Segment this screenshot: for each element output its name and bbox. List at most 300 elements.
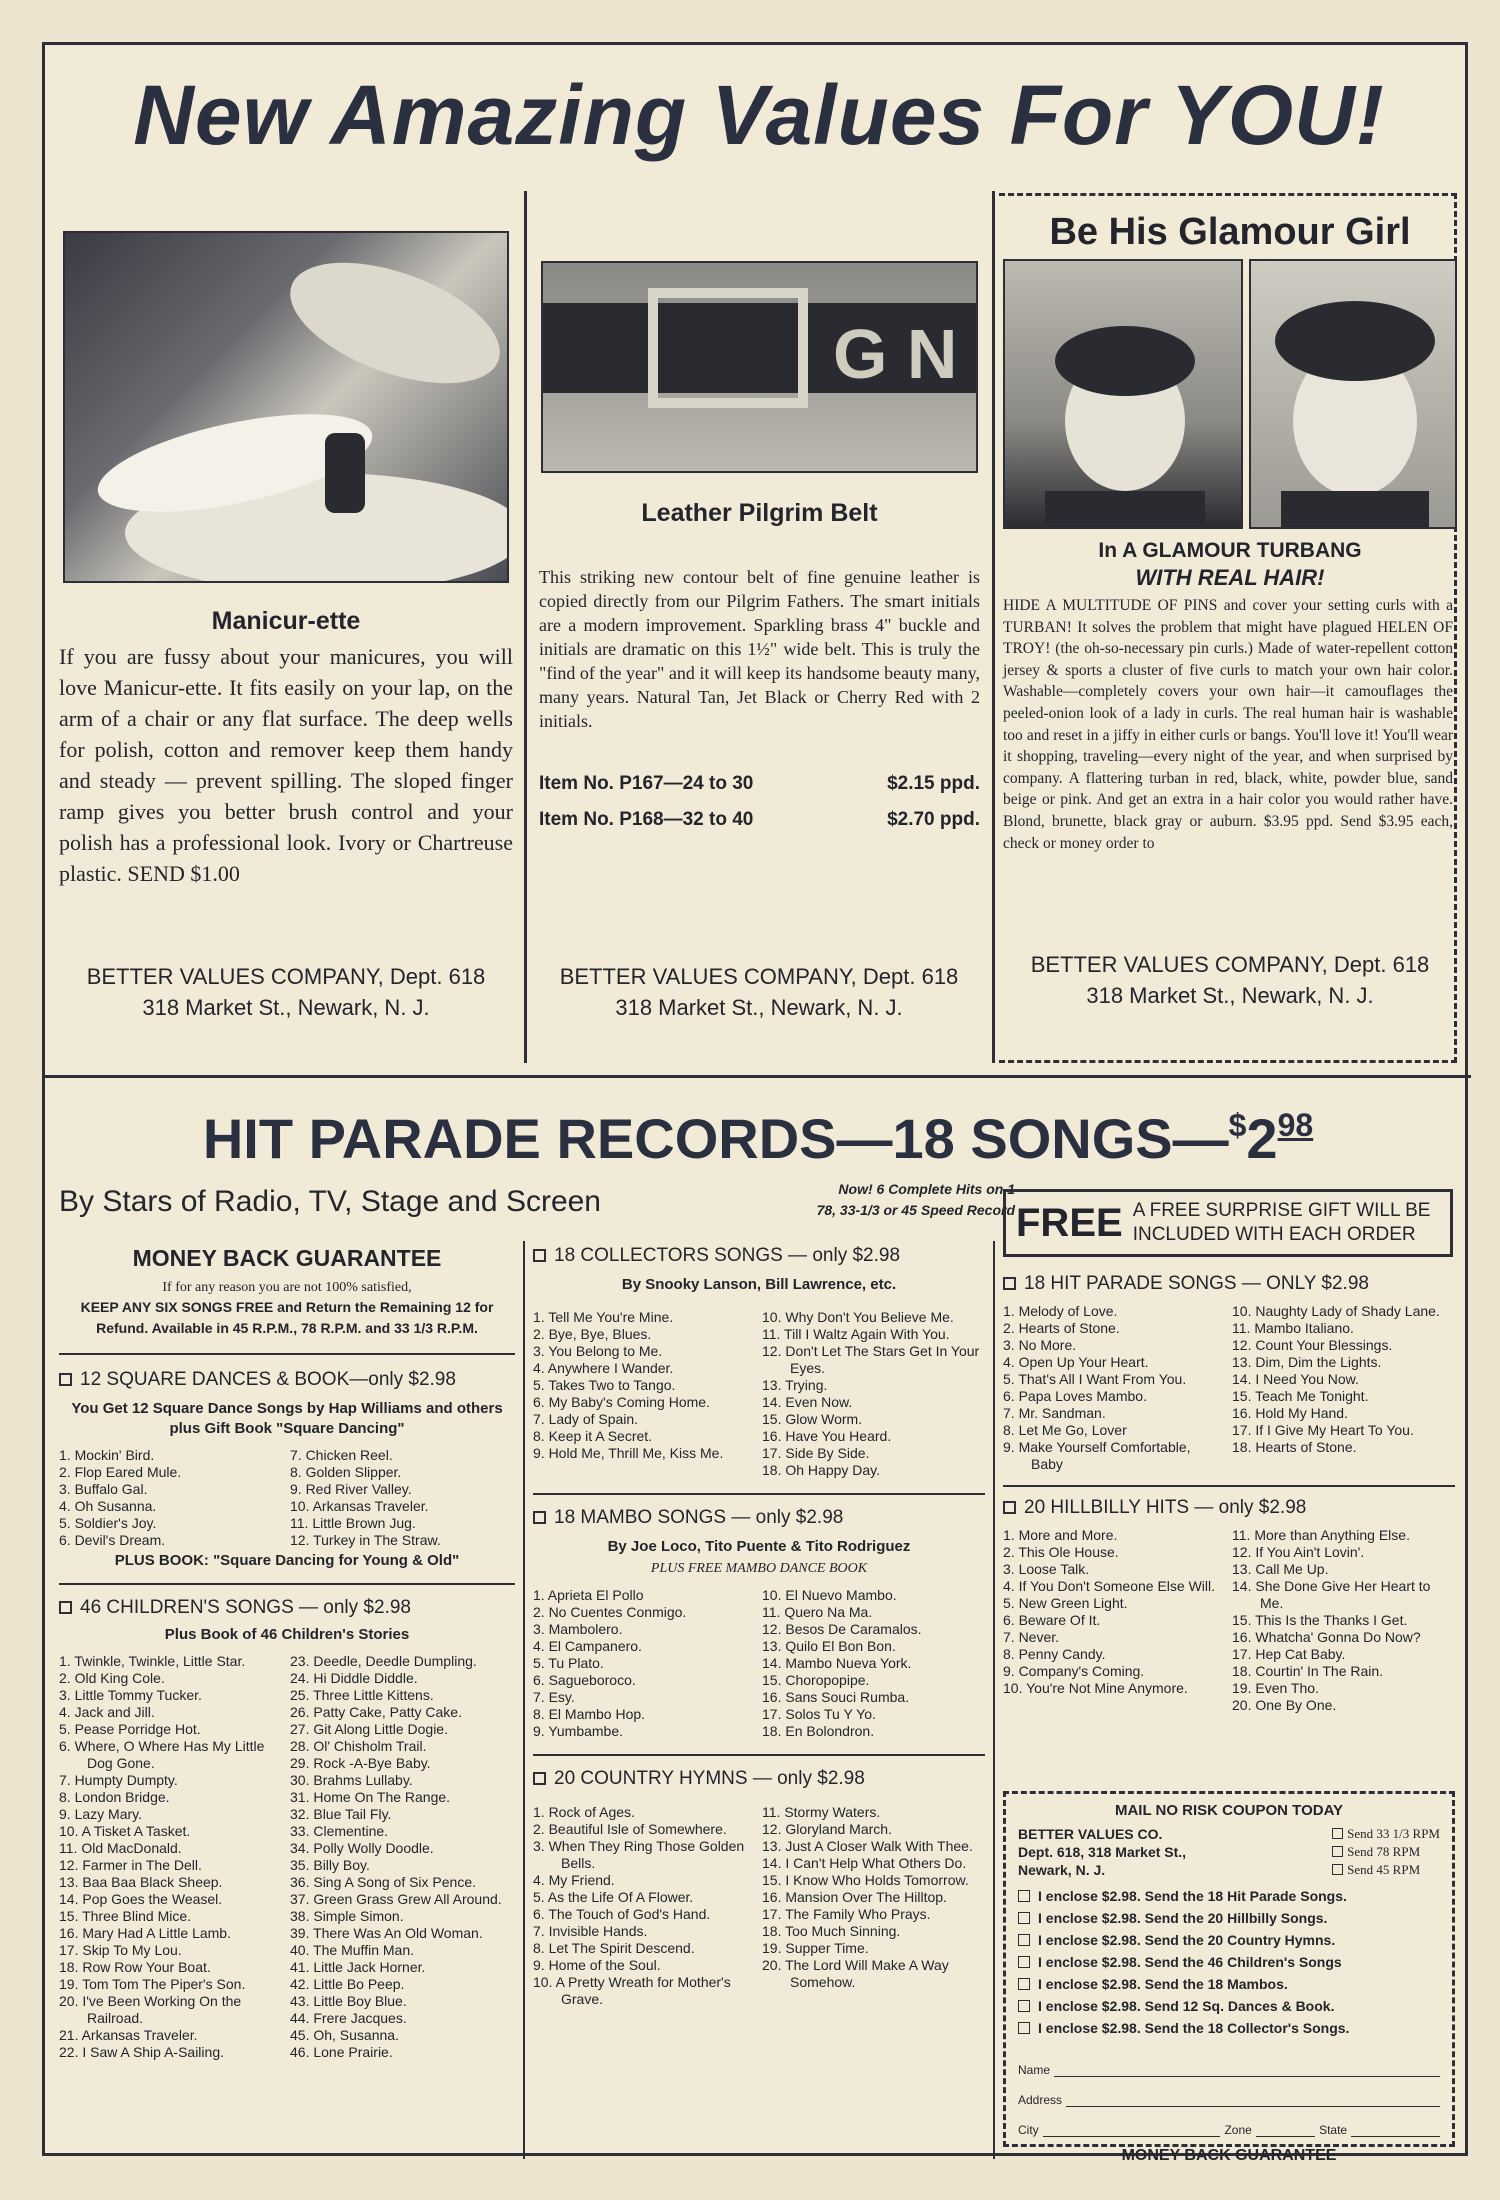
coupon-order-option[interactable] (1018, 2017, 1440, 2039)
song-item: 13. Baa Baa Black Sheep. (59, 1874, 223, 1890)
song-item: 43. Little Boy Blue. (290, 1993, 407, 2009)
song-item: 4. Oh Susanna. (59, 1498, 157, 1514)
song-item: 6. Sagueboroco. (533, 1672, 636, 1688)
checkbox[interactable] (1018, 1978, 1030, 1990)
divider-vertical (524, 191, 527, 1063)
song-item: 45. Oh, Susanna. (290, 2027, 399, 2043)
song-item: 19. Tom Tom The Piper's Son. (59, 1976, 246, 1992)
song-item: 14. Pop Goes the Weasel. (59, 1891, 223, 1907)
free-text-line: A FREE SURPRISE GIFT WILL BE (1132, 1200, 1431, 1221)
state-label: State (1319, 2123, 1348, 2137)
coupon-address-line: BETTER VALUES CO. (1018, 1826, 1163, 1842)
coupon-option-label: I enclose $2.98. Send the 18 Hit Parade Songs. (1038, 1888, 1347, 1904)
divider-vertical (993, 1241, 995, 2159)
song-item: 32. Blue Tail Fly. (290, 1806, 392, 1822)
glamour-subtitle: In A GLAMOUR TURBANG (1098, 539, 1362, 562)
song-item: 2. No Cuentes Conmigo. (533, 1604, 687, 1620)
song-item: 11. Old MacDonald. (59, 1840, 182, 1856)
song-item: 13. Quilo El Bon Bon. (762, 1638, 896, 1654)
item-price: $2.70 ppd. (887, 809, 980, 830)
square-dance-plus: PLUS BOOK: "Square Dancing for Young & Old" (114, 1552, 460, 1569)
song-item: 16. Whatcha' Gonna Do Now? (1232, 1629, 1421, 1645)
song-column (533, 1804, 756, 2008)
speed-label: Send 33 1/3 RPM (1347, 1826, 1440, 1841)
turban-photo-left (1003, 259, 1243, 529)
song-item: 20. The Lord Will Make A Way Somehow. (762, 1957, 949, 1990)
song-item: 11. Mambo Italiano. (1232, 1320, 1354, 1336)
mambo-sub: By Joe Loco, Tito Puente & Tito Rodriguez (607, 1538, 911, 1555)
song-item: 29. Rock -A-Bye Baby. (290, 1755, 431, 1771)
song-item: 8. Let Me Go, Lover (1003, 1422, 1127, 1438)
woman-illustration (1251, 261, 1457, 529)
song-column (762, 1309, 985, 1479)
song-item: 3. Mambolero. (533, 1621, 623, 1637)
song-item: 12. Besos De Caramalos. (762, 1621, 922, 1637)
mambo-list (533, 1587, 985, 1740)
song-item: 11. Till I Waltz Again With You. (762, 1326, 950, 1342)
song-item: 13. Call Me Up. (1232, 1561, 1329, 1577)
collectors-sub: By Snooky Lanson, Bill Lawrence, etc. (621, 1276, 897, 1293)
song-item: 14. Mambo Nueva York. (762, 1655, 912, 1671)
song-item: 37. Green Grass Grew All Around. (290, 1891, 502, 1907)
glamour-address: 318 Market St., Newark, N. J. (1086, 983, 1374, 1008)
belt-item-list (539, 773, 980, 845)
song-item: 1. More and More. (1003, 1527, 1118, 1543)
song-item: 42. Little Bo Peep. (290, 1976, 405, 1992)
turban-photo-right (1249, 259, 1457, 529)
song-item: 11. Quero Na Ma. (762, 1604, 873, 1620)
song-column (762, 1587, 985, 1740)
song-item: 46. Lone Prairie. (290, 2044, 393, 2060)
checkbox[interactable] (1018, 1890, 1030, 1902)
glamour-title: Be His Glamour Girl (1049, 211, 1411, 253)
song-item: 12. Turkey in The Straw. (290, 1532, 441, 1548)
item-label: Item No. P168—32 to 40 (539, 809, 754, 830)
checkbox (533, 1511, 546, 1524)
song-item: 13. Just A Closer Walk With Thee. (762, 1838, 973, 1854)
item-label: Item No. P167—24 to 30 (539, 773, 754, 794)
song-item: 17. Hep Cat Baby. (1232, 1646, 1346, 1662)
song-item: 26. Patty Cake, Patty Cake. (290, 1704, 462, 1720)
song-item: 17. Side By Side. (762, 1445, 870, 1461)
song-item: 6. Beware Of It. (1003, 1612, 1101, 1628)
belt-address: 318 Market St., Newark, N. J. (615, 995, 903, 1020)
coupon-speed-options (1332, 1825, 1440, 1879)
coupon-option-label: I enclose $2.98. Send the 20 Country Hymns. (1038, 1932, 1336, 1948)
checkbox[interactable] (1018, 2000, 1030, 2012)
song-item: 2. Beautiful Isle of Somewhere. (533, 1821, 727, 1837)
song-column (533, 1309, 756, 1479)
song-item: 39. There Was An Old Woman. (290, 1925, 483, 1941)
coupon-order-option[interactable] (1018, 1951, 1440, 1973)
guarantee-text: KEEP ANY SIX SONGS FREE and Return the Remaining 12 for Refund. Available in 45 R.P.M., 78 R.P.M. and 33 1/3 R.P.M. (80, 1299, 494, 1336)
song-item: 9. Company's Coming. (1003, 1663, 1145, 1679)
song-item: 15. Glow Worm. (762, 1411, 863, 1427)
song-item: 1. Twinkle, Twinkle, Little Star. (59, 1653, 246, 1669)
section-title: 20 HILLBILLY HITS — only $2.98 (1024, 1497, 1307, 1518)
song-column (1232, 1303, 1455, 1473)
checkbox[interactable] (1018, 2022, 1030, 2034)
song-item: 9. Lazy Mary. (59, 1806, 142, 1822)
song-item: 16. Sans Souci Rumba. (762, 1689, 910, 1705)
song-item: 5. That's All I Want From You. (1003, 1371, 1187, 1387)
mambo-plus: PLUS FREE MAMBO DANCE BOOK (650, 1561, 868, 1576)
price-cents: 98 (1277, 1107, 1314, 1143)
checkbox[interactable] (1018, 1956, 1030, 1968)
song-item: 12. If You Ain't Lovin'. (1232, 1544, 1365, 1560)
song-item: 16. Mansion Over The Hilltop. (762, 1889, 947, 1905)
square-dance-head (59, 1369, 515, 1391)
song-item: 2. Bye, Bye, Blues. (533, 1326, 652, 1342)
song-item: 10. A Pretty Wreath for Mother's Grave. (533, 1974, 731, 2007)
section-title: 18 HIT PARADE SONGS — ONLY $2.98 (1024, 1273, 1369, 1294)
song-item: 2. Flop Eared Mule. (59, 1464, 182, 1480)
song-item: 4. Open Up Your Heart. (1003, 1354, 1149, 1370)
song-item: 1. Melody of Love. (1003, 1303, 1118, 1319)
belt-photo (541, 261, 978, 473)
records-now-note (745, 1179, 1015, 1221)
song-item: 8. Penny Candy. (1003, 1646, 1106, 1662)
svg-text:G N: G N (833, 315, 958, 393)
song-column (1003, 1527, 1226, 1714)
song-item: 3. Little Tommy Tucker. (59, 1687, 202, 1703)
song-column (59, 1653, 284, 2061)
speed-label: Send 78 RPM (1347, 1844, 1421, 1859)
belt-company: BETTER VALUES COMPANY, Dept. 618 (559, 964, 959, 989)
section-title: 46 CHILDREN'S SONGS — only $2.98 (80, 1597, 411, 1618)
hymns-list (533, 1804, 985, 2008)
song-item: 17. Skip To My Lou. (59, 1942, 182, 1958)
song-item: 8. London Bridge. (59, 1789, 170, 1805)
price-int: 2 (1246, 1107, 1278, 1170)
square-dance-sub: You Get 12 Square Dance Songs by Hap Williams and others plus Gift Book "Square Dancing" (71, 1400, 503, 1437)
song-item: 15. This Is the Thanks I Get. (1232, 1612, 1408, 1628)
manicurette-company: BETTER VALUES COMPANY, Dept. 618 (86, 964, 486, 989)
song-item: 18. Too Much Sinning. (762, 1923, 901, 1939)
song-item: 31. Home On The Range. (290, 1789, 451, 1805)
song-item: 10. Why Don't You Believe Me. (762, 1309, 954, 1325)
records-middle-column (533, 1245, 985, 2008)
song-column (59, 1447, 284, 1549)
song-item: 1. Rock of Ages. (533, 1804, 635, 1820)
checkbox (59, 1373, 72, 1386)
checkbox[interactable] (1332, 1828, 1343, 1839)
guarantee-text: If for any reason you are not 100% satisfied, (162, 1280, 412, 1295)
song-item: 5. As the Life Of A Flower. (533, 1889, 694, 1905)
song-item: 13. Trying. (762, 1377, 828, 1393)
belt-item-row (539, 809, 980, 831)
section-title: 18 COLLECTORS SONGS — only $2.98 (554, 1245, 901, 1266)
divider-vertical (523, 1241, 525, 2159)
hillbilly-list (1003, 1527, 1455, 1714)
song-item: 5. New Green Light. (1003, 1595, 1128, 1611)
song-item: 6. Papa Loves Mambo. (1003, 1388, 1147, 1404)
song-item: 30. Brahms Lullaby. (290, 1772, 413, 1788)
coupon-address (1018, 1825, 1186, 1879)
woman-illustration (1005, 261, 1243, 529)
coupon-option-label: I enclose $2.98. Send 12 Sq. Dances & Book. (1038, 1998, 1335, 2014)
children-list (59, 1653, 515, 2061)
free-text (1133, 1199, 1431, 1247)
checkbox (59, 1601, 72, 1614)
song-item: 6. Devil's Dream. (59, 1532, 166, 1548)
coupon-order-option[interactable] (1018, 1885, 1440, 1907)
checkbox[interactable] (1018, 1934, 1030, 1946)
song-item: 7. Lady of Spain. (533, 1411, 639, 1427)
city-label: City (1018, 2123, 1039, 2137)
song-item: 22. I Saw A Ship A-Sailing. (59, 2044, 224, 2060)
song-item: 12. Farmer in The Dell. (59, 1857, 202, 1873)
song-item: 15. Three Blind Mice. (59, 1908, 192, 1924)
song-item: 17. The Family Who Prays. (762, 1906, 931, 1922)
hitparade-list (1003, 1303, 1455, 1473)
song-item: 9. Home of the Soul. (533, 1957, 661, 1973)
coupon-footer: MONEY BACK GUARANTEE (1121, 2147, 1337, 2164)
song-item: 17. Solos Tu Y Yo. (762, 1706, 876, 1722)
song-item: 3. No More. (1003, 1337, 1077, 1353)
collectors-list (533, 1309, 985, 1479)
now-line: Now! 6 Complete Hits on 1 (838, 1181, 1015, 1197)
belt-item-row (539, 773, 980, 795)
glamour-body: HIDE A MULTITUDE OF PINS and cover your setting curls with a TURBAN! It solves the problem that might have plagued HELEN OF TROY! (the oh-so-necessary pin curls.) Made of water-repellent cotton jersey & sports a cluster of five curls to match your own hair color. Washable—completely covers your own hair—it camouflages the peeled-onion look of a lady in curls. The real human hair is washable too and reset in a jiffy in either curls or bangs. You'll love it! You'll wear it shopping, traveling—every night of the year, and when surprised by company. A flattering turban in red, black, white, powder blue, sand beige or pink. And get an extra in a hair color you would rather have. Blond, brunette, black gray or auburn. $3.95 ppd. Send $3.95 each, check or money order to (1003, 597, 1453, 852)
song-item: 12. Count Your Blessings. (1232, 1337, 1393, 1353)
song-item: 7. Invisible Hands. (533, 1923, 648, 1939)
ad-page (42, 42, 1468, 2164)
song-item: 25. Three Little Kittens. (290, 1687, 434, 1703)
song-item: 33. Clementine. (290, 1823, 389, 1839)
coupon-order-lines (1018, 1885, 1440, 2039)
checkbox (1003, 1501, 1016, 1514)
song-item: 21. Arkansas Traveler. (59, 2027, 198, 2043)
song-item: 14. I Can't Help What Others Do. (762, 1855, 967, 1871)
song-item: 28. Ol' Chisholm Trail. (290, 1738, 427, 1754)
song-item: 10. Naughty Lady of Shady Lane. (1232, 1303, 1440, 1319)
song-column (1003, 1303, 1226, 1473)
song-item: 8. Let The Spirit Descend. (533, 1940, 695, 1956)
song-item: 4. If You Don't Someone Else Will. (1003, 1578, 1216, 1594)
song-item: 24. Hi Diddle Diddle. (290, 1670, 418, 1686)
song-item: 36. Sing A Song of Six Pence. (290, 1874, 477, 1890)
manicurette-address: 318 Market St., Newark, N. J. (142, 995, 430, 1020)
song-item: 4. Jack and Jill. (59, 1704, 155, 1720)
song-item: 10. You're Not Mine Anymore. (1003, 1680, 1188, 1696)
price-dollar: $ (1228, 1107, 1247, 1143)
song-item: 3. You Belong to Me. (533, 1343, 663, 1359)
records-headline (45, 1087, 1471, 1177)
coupon-title: MAIL NO RISK COUPON TODAY (1114, 1802, 1344, 1819)
glamour-subtitle-2: WITH REAL HAIR! (1135, 565, 1325, 590)
coupon-option-label: I enclose $2.98. Send the 46 Children's Songs (1038, 1954, 1342, 1970)
checkbox[interactable] (1018, 1912, 1030, 1924)
song-item: 8. El Mambo Hop. (533, 1706, 646, 1722)
song-item: 20. One By One. (1232, 1697, 1337, 1713)
address-label: Address (1018, 2093, 1063, 2107)
song-column (533, 1587, 756, 1740)
records-right-column (1003, 1273, 1455, 1714)
address-field[interactable] (1018, 2077, 1440, 2107)
checkbox (533, 1772, 546, 1785)
song-item: 8. Golden Slipper. (290, 1464, 402, 1480)
hymns-head (533, 1768, 985, 1790)
records-title: HIT PARADE RECORDS—18 SONGS— (202, 1107, 1229, 1170)
square-dance-list (59, 1447, 515, 1549)
song-item: 3. Buffalo Gal. (59, 1481, 148, 1497)
free-gift-box (1003, 1189, 1453, 1257)
manicurette-photo (63, 231, 509, 583)
song-item: 11. More than Anything Else. (1232, 1527, 1410, 1543)
coupon-order-option[interactable] (1018, 1973, 1440, 1995)
records-stars: By Stars of Radio, TV, Stage and Screen (59, 1185, 601, 1218)
song-item: 4. El Campanero. (533, 1638, 642, 1654)
song-item: 1. Mockin' Bird. (59, 1447, 155, 1463)
song-item: 6. Where, O Where Has My Little Dog Gone. (59, 1738, 265, 1771)
song-item: 15. Teach Me Tonight. (1232, 1388, 1369, 1404)
song-item: 5. Soldier's Joy. (59, 1515, 157, 1531)
song-item: 11. Stormy Waters. (762, 1804, 881, 1820)
belt-body: This striking new contour belt of fine genuine leather is copied directly from our Pilgrim Fathers. The smart initials are a modern improvement. Sparkling brass 4" buckle and initials are dramatic on this 1½" wide belt. This is truly the "find of the year" and it will keep its handsome beauty many, many years. Natural Tan, Jet Black or Cherry Red with 2 initials. (539, 567, 980, 731)
coupon-option-label: I enclose $2.98. Send the 18 Collector's Songs. (1038, 2020, 1350, 2036)
song-item: 3. Loose Talk. (1003, 1561, 1090, 1577)
song-item: 2. Hearts of Stone. (1003, 1320, 1120, 1336)
coupon-address-line: Newark, N. J. (1018, 1862, 1106, 1878)
song-item: 23. Deedle, Deedle Dumpling. (290, 1653, 477, 1669)
song-item: 34. Polly Wolly Doodle. (290, 1840, 434, 1856)
coupon-header (1018, 1825, 1440, 1879)
song-item: 35. Billy Boy. (290, 1857, 370, 1873)
coupon-address-line: Dept. 618, 318 Market St., (1018, 1844, 1187, 1860)
speed-option[interactable] (1332, 1843, 1440, 1861)
divider-horizontal (45, 1075, 1471, 1078)
song-item: 13. Dim, Dim the Lights. (1232, 1354, 1382, 1370)
song-item: 19. Supper Time. (762, 1940, 869, 1956)
song-item: 1. Tell Me You're Mine. (533, 1309, 674, 1325)
speed-option[interactable] (1332, 1861, 1440, 1879)
children-sub: Plus Book of 46 Children's Stories (164, 1626, 410, 1643)
divider-vertical (992, 191, 995, 1063)
song-column (290, 1447, 515, 1549)
song-item: 12. Gloryland March. (762, 1821, 892, 1837)
song-item: 7. Never. (1003, 1629, 1060, 1645)
section-title: 12 SQUARE DANCES & BOOK—only $2.98 (80, 1369, 456, 1390)
song-item: 15. Choropopipe. (762, 1672, 870, 1688)
song-item: 14. I Need You Now. (1232, 1371, 1359, 1387)
song-item: 16. Mary Had A Little Lamb. (59, 1925, 231, 1941)
song-item: 9. Red River Valley. (290, 1481, 412, 1497)
song-item: 4. Anywhere I Wander. (533, 1360, 674, 1376)
song-item: 2. Old King Cole. (59, 1670, 165, 1686)
city-zone-state-field[interactable] (1018, 2107, 1440, 2137)
glamour-company: BETTER VALUES COMPANY, Dept. 618 (1030, 952, 1430, 977)
song-item: 18. En Bolondron. (762, 1723, 875, 1739)
song-item: 7. Mr. Sandman. (1003, 1405, 1106, 1421)
song-item: 9. Make Yourself Comfortable, Baby (1003, 1439, 1191, 1472)
checkbox (533, 1249, 546, 1262)
records-left-column (59, 1245, 515, 2061)
song-item: 44. Frere Jacques. (290, 2010, 407, 2026)
song-item: 1. Aprieta El Pollo (533, 1587, 644, 1603)
song-item: 9. Hold Me, Thrill Me, Kiss Me. (533, 1445, 724, 1461)
section-title: 20 COUNTRY HYMNS — only $2.98 (554, 1768, 865, 1789)
song-item: 5. Tu Plato. (533, 1655, 604, 1671)
page-headline: New Amazing Values For YOU! (133, 68, 1385, 162)
song-column (762, 1804, 985, 2008)
song-item: 2. This Ole House. (1003, 1544, 1119, 1560)
song-item: 27. Git Along Little Dogie. (290, 1721, 448, 1737)
free-text-line: INCLUDED WITH EACH ORDER (1132, 1224, 1416, 1245)
song-item: 6. My Baby's Coming Home. (533, 1394, 710, 1410)
song-item: 18. Courtin' In The Rain. (1232, 1663, 1384, 1679)
song-item: 4. My Friend. (533, 1872, 615, 1888)
checkbox (1003, 1277, 1016, 1290)
belt-illustration (543, 263, 978, 473)
song-item: 10. A Tisket A Tasket. (59, 1823, 191, 1839)
checkbox[interactable] (1332, 1864, 1343, 1875)
collectors-head (533, 1245, 985, 1267)
manicurette-title: Manicur-ette (211, 607, 361, 635)
song-item: 3. When They Ring Those Golden Bells. (533, 1838, 745, 1871)
coupon-order-option[interactable] (1018, 1907, 1440, 1929)
children-head (59, 1597, 515, 1619)
checkbox[interactable] (1332, 1846, 1343, 1857)
name-field[interactable] (1018, 2051, 1440, 2077)
song-item: 12. Don't Let The Stars Get In Your Eyes. (762, 1343, 980, 1376)
song-item: 7. Esy. (533, 1689, 575, 1705)
manicurette-body: If you are fussy about your manicures, you will love Manicur-ette. It fits easily on your lap, on the arm of a chair or any flat surface. The deep wells for polish, cotton and remover keep them handy and steady — prevent spilling. The sloped finger ramp gives you better brush control and your polish has a professional look. Ivory or Chartreuse plastic. SEND $1.00 (59, 644, 513, 886)
belt-title: Leather Pilgrim Belt (641, 499, 878, 527)
song-item: 14. She Done Give Her Heart to Me. (1232, 1578, 1431, 1611)
hitparade-head (1003, 1273, 1455, 1295)
song-item: 9. Yumbambe. (533, 1723, 624, 1739)
free-label: FREE (1016, 1200, 1123, 1245)
guarantee-title: MONEY BACK GUARANTEE (132, 1245, 442, 1271)
coupon-order-option[interactable] (1018, 1929, 1440, 1951)
song-column (290, 1653, 515, 2061)
zone-label: Zone (1224, 2123, 1252, 2137)
coupon-order-option[interactable] (1018, 1995, 1440, 2017)
mambo-head (533, 1507, 985, 1529)
song-item: 11. Little Brown Jug. (290, 1515, 416, 1531)
song-item: 14. Even Now. (762, 1394, 853, 1410)
song-item: 17. If I Give My Heart To You. (1232, 1422, 1414, 1438)
song-item: 5. Pease Porridge Hot. (59, 1721, 201, 1737)
coupon-option-label: I enclose $2.98. Send the 18 Mambos. (1038, 1976, 1288, 1992)
song-item: 15. I Know Who Holds Tomorrow. (762, 1872, 969, 1888)
song-item: 20. I've Been Working On the Railroad. (59, 1993, 242, 2026)
song-item: 38. Simple Simon. (290, 1908, 404, 1924)
song-item: 18. Oh Happy Day. (762, 1462, 881, 1478)
speed-label: Send 45 RPM (1347, 1862, 1421, 1877)
song-item: 5. Takes Two to Tango. (533, 1377, 676, 1393)
hands-illustration (65, 233, 509, 583)
song-item: 41. Little Jack Horner. (290, 1959, 426, 1975)
hillbilly-head (1003, 1497, 1455, 1519)
song-item: 18. Row Row Your Boat. (59, 1959, 211, 1975)
song-item: 7. Chicken Reel. (290, 1447, 393, 1463)
song-item: 40. The Muffin Man. (290, 1942, 414, 1958)
speed-option[interactable] (1332, 1825, 1440, 1843)
order-coupon[interactable] (1003, 1791, 1455, 2164)
song-item: 7. Humpty Dumpty. (59, 1772, 178, 1788)
coupon-option-label: I enclose $2.98. Send the 20 Hillbilly Songs. (1038, 1910, 1328, 1926)
item-price: $2.15 ppd. (887, 773, 980, 794)
song-item: 10. El Nuevo Mambo. (762, 1587, 897, 1603)
now-line: 78, 33-1/3 or 45 Speed Record (816, 1202, 1015, 1218)
song-item: 16. Have You Heard. (762, 1428, 892, 1444)
section-title: 18 MAMBO SONGS — only $2.98 (554, 1507, 844, 1528)
song-item: 16. Hold My Hand. (1232, 1405, 1348, 1421)
song-item: 18. Hearts of Stone. (1232, 1439, 1357, 1455)
song-item: 8. Keep it A Secret. (533, 1428, 653, 1444)
